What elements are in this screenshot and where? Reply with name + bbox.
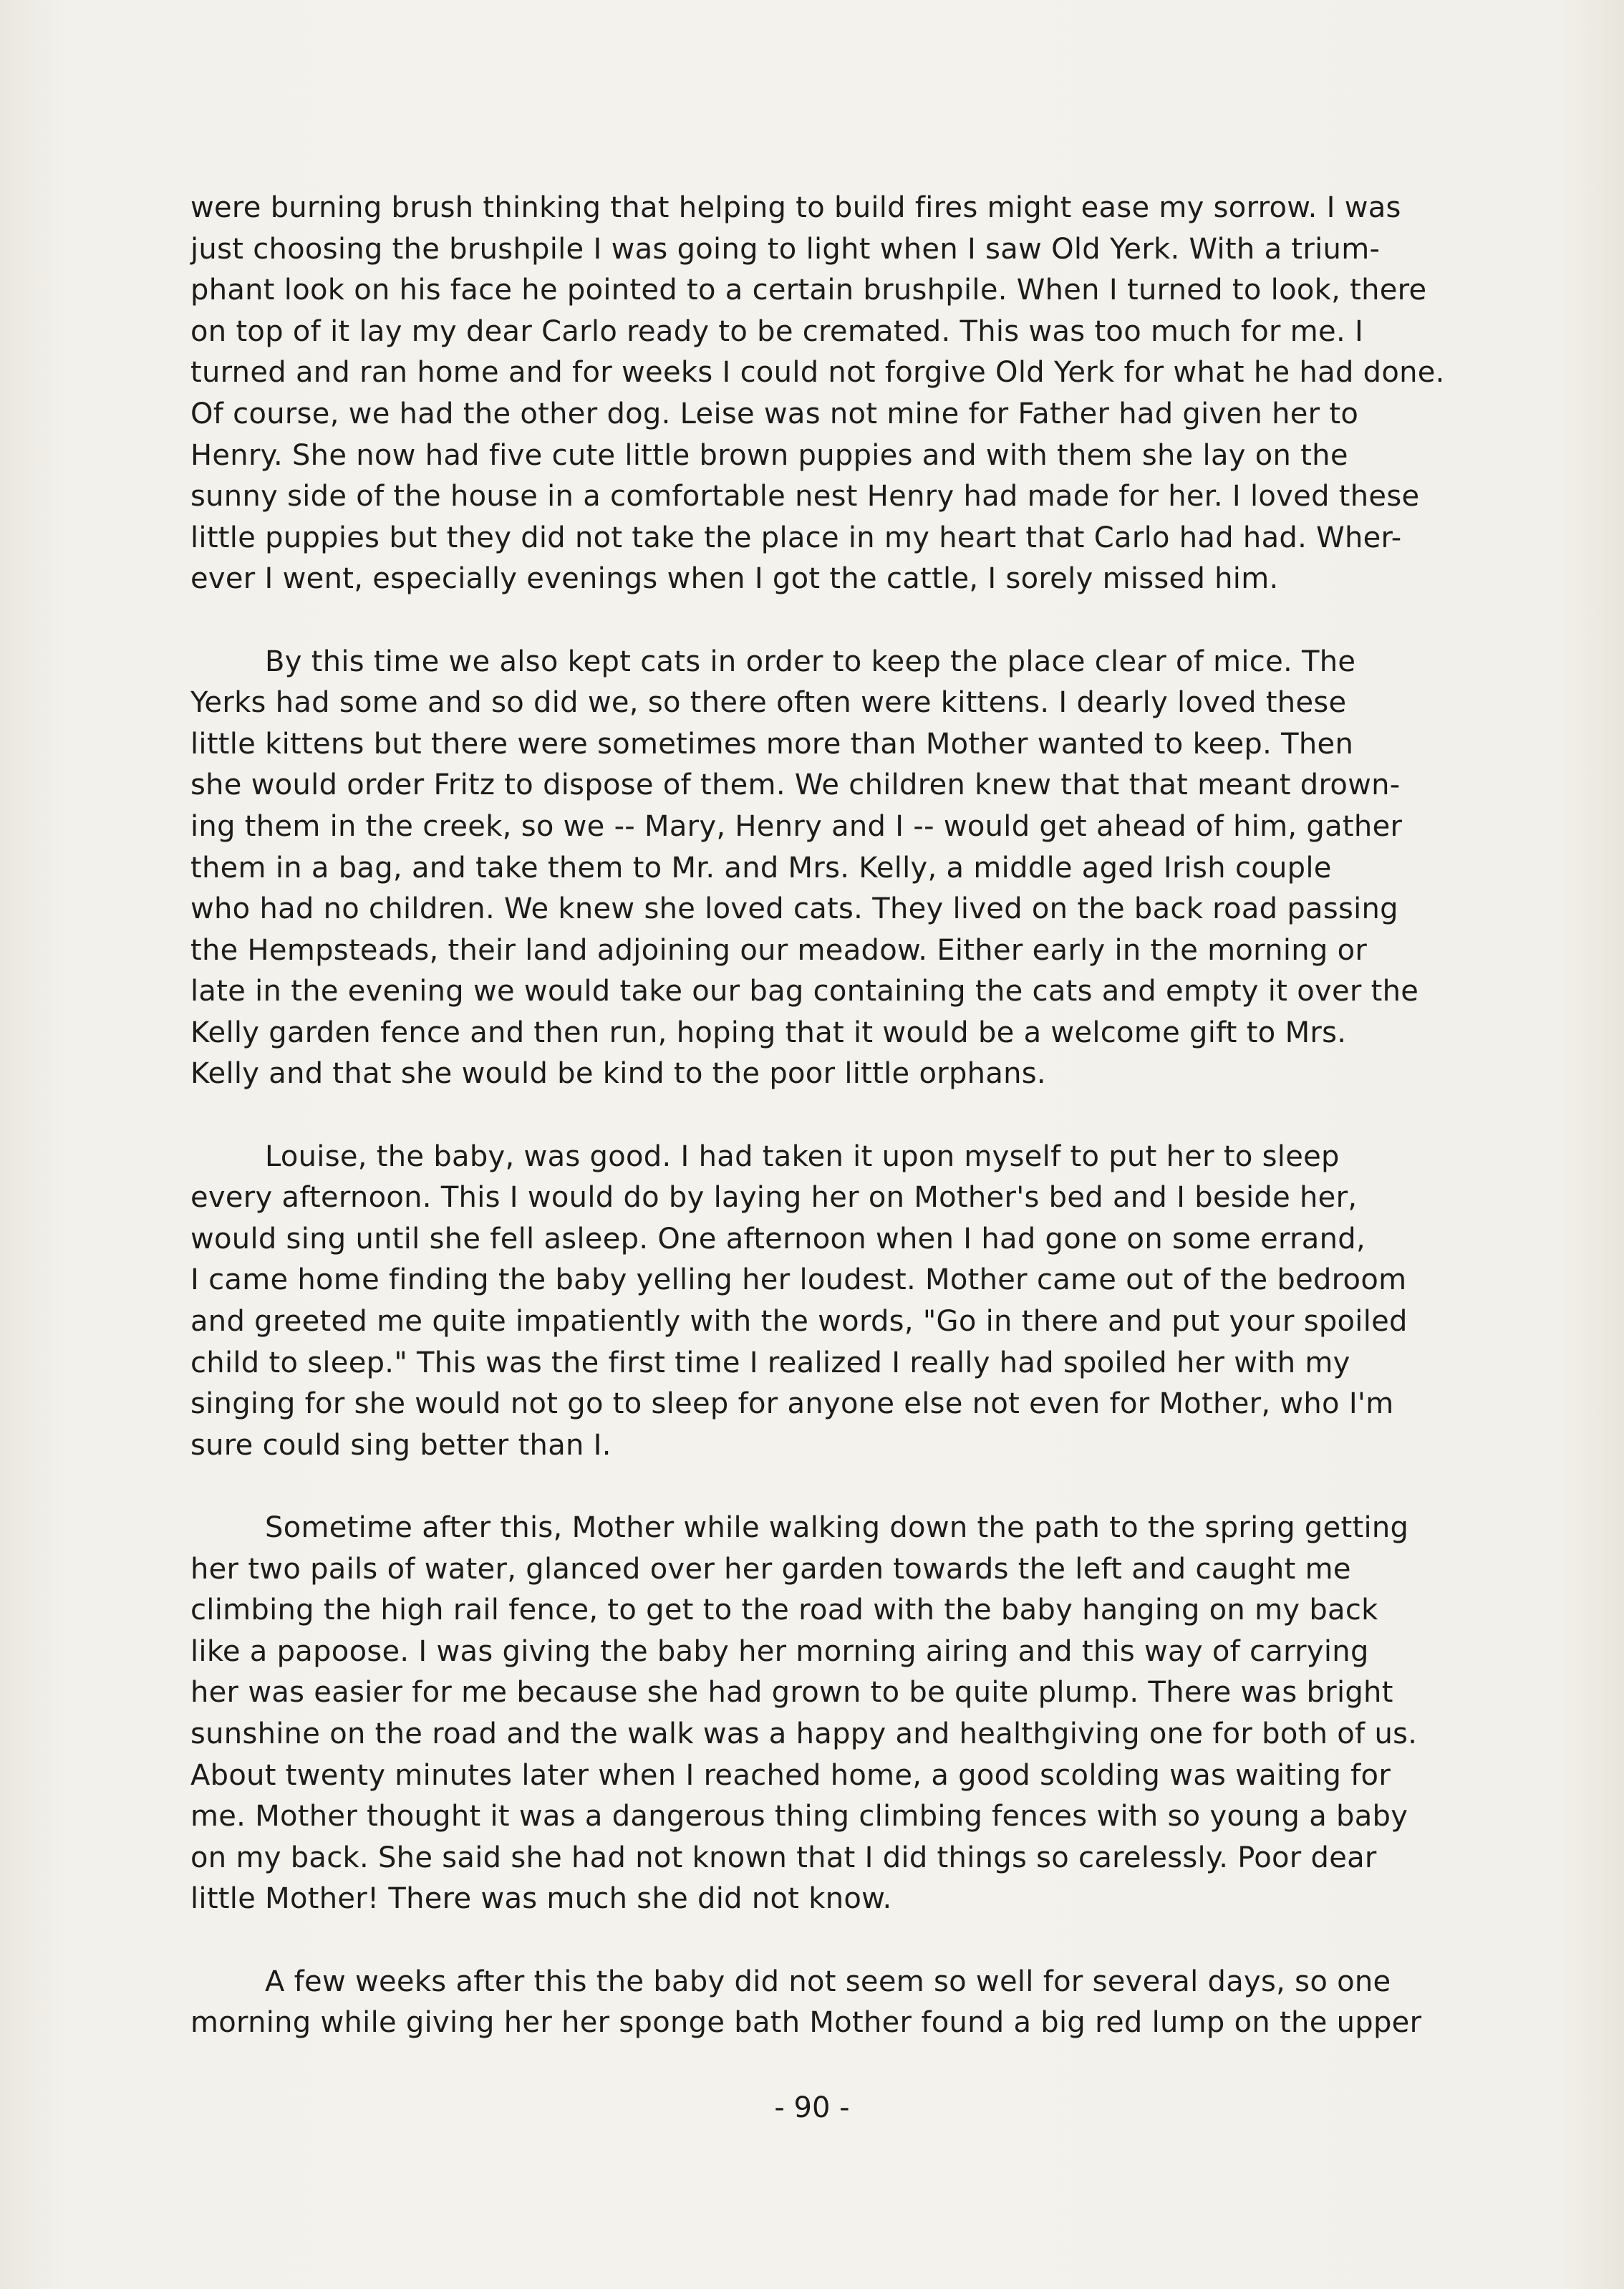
- paragraph: [190, 1137, 1551, 1467]
- text-line: on top of it lay my dear Carlo ready to be cremated. This was too much for me. I: [190, 314, 1364, 348]
- text-line: little kittens but there were sometimes more than Mother wanted to keep. Then: [190, 727, 1354, 761]
- text-line: her was easier for me because she had grown to be quite plump. There was bright: [190, 1676, 1393, 1710]
- paragraph: [190, 642, 1551, 1096]
- text-line: Louise, the baby, was good. I had taken it upon myself to put her to sleep: [265, 1139, 1340, 1173]
- paragraph: [190, 1508, 1551, 1920]
- text-line: Henry. She now had five cute little brown puppies and with them she lay on the: [190, 438, 1348, 472]
- text-line: were burning brush thinking that helping to build fires might ease my sorrow. I was: [190, 191, 1401, 224]
- text-line: climbing the high rail fence, to get to the road with the baby hanging on my back: [190, 1594, 1378, 1627]
- text-line: would sing until she fell asleep. One afternoon when I had gone on some errand,: [190, 1222, 1366, 1256]
- text-line: she would order Fritz to dispose of them. We children knew that that meant drown-: [190, 768, 1401, 802]
- text-line: just choosing the brushpile I was going to light when I saw Old Yerk. With a trium-: [190, 232, 1381, 266]
- page-number: - 90 -: [774, 2091, 850, 2124]
- text-line: I came home finding the baby yelling her loudest. Mother came out of the bedroom: [190, 1263, 1407, 1297]
- text-line: sunny side of the house in a comfortable nest Henry had made for her. I loved these: [190, 480, 1420, 514]
- text-line: child to sleep." This was the first time I realized I really had spoiled her with my: [190, 1346, 1350, 1379]
- text-line: About twenty minutes later when I reached home, a good scolding was waiting for: [190, 1758, 1391, 1792]
- text-line: who had no children. We knew she loved cats. They lived on the back road passing: [190, 892, 1398, 926]
- text-line: me. Mother thought it was a dangerous thing climbing fences with so young a baby: [190, 1800, 1408, 1833]
- text-line: Kelly garden fence and then run, hoping that it would be a welcome gift to Mrs.: [190, 1016, 1347, 1049]
- text-line: Yerks had some and so did we, so there often were kittens. I dearly loved these: [190, 686, 1347, 720]
- text-line: little Mother! There was much she did not know.: [190, 1882, 892, 1916]
- text-line: every afternoon. This I would do by laying her on Mother's bed and I beside her,: [190, 1181, 1358, 1215]
- text-line: ing them in the creek, so we -- Mary, Henry and I -- would get ahead of him, gather: [190, 809, 1403, 843]
- text-line: sunshine on the road and the walk was a happy and healthgiving one for both of us.: [190, 1717, 1418, 1750]
- body-text: [190, 188, 1551, 2085]
- text-line: little puppies but they did not take the place in my heart that Carlo had had. Wher-: [190, 521, 1402, 554]
- paragraph: [190, 1962, 1551, 2044]
- text-line: on my back. She said she had not known that I did things so carelessly. Poor dear: [190, 1841, 1377, 1874]
- text-line: morning while giving her her sponge bath Mother found a big red lump on the upper: [190, 2006, 1422, 2040]
- text-line: late in the evening we would take our bag containing the cats and empty it over the: [190, 975, 1419, 1008]
- text-line: sure could sing better than I.: [190, 1428, 612, 1462]
- text-line: A few weeks after this the baby did not seem so well for several days, so one: [265, 1965, 1391, 1998]
- text-line: like a papoose. I was giving the baby her morning airing and this way of carrying: [190, 1634, 1369, 1668]
- text-line: turned and ran home and for weeks I could not forgive Old Yerk for what he had done.: [190, 356, 1445, 390]
- paragraph: [190, 188, 1551, 600]
- text-line: Kelly and that she would be kind to the poor little orphans.: [190, 1057, 1046, 1091]
- text-line: the Hempsteads, their land adjoining our meadow. Either early in the morning or: [190, 933, 1368, 967]
- text-line: ever I went, especially evenings when I got the cattle, I sorely missed him.: [190, 562, 1279, 596]
- text-line: her two pails of water, glanced over her garden towards the left and caught me: [190, 1552, 1351, 1586]
- text-line: and greeted me quite impatiently with the words, "Go in there and put your spoiled: [190, 1305, 1408, 1339]
- text-line: them in a bag, and take them to Mr. and Mrs. Kelly, a middle aged Irish couple: [190, 851, 1332, 885]
- text-line: phant look on his face he pointed to a certain brushpile. When I turned to look, there: [190, 274, 1427, 307]
- text-line: singing for she would not go to sleep for anyone else not even for Mother, who I'm: [190, 1387, 1394, 1421]
- text-line: By this time we also kept cats in order to keep the place clear of mice. The: [265, 645, 1356, 678]
- text-line: Of course, we had the other dog. Leise was not mine for Father had given her to: [190, 397, 1359, 430]
- text-line: Sometime after this, Mother while walking down the path to the spring getting: [265, 1511, 1409, 1544]
